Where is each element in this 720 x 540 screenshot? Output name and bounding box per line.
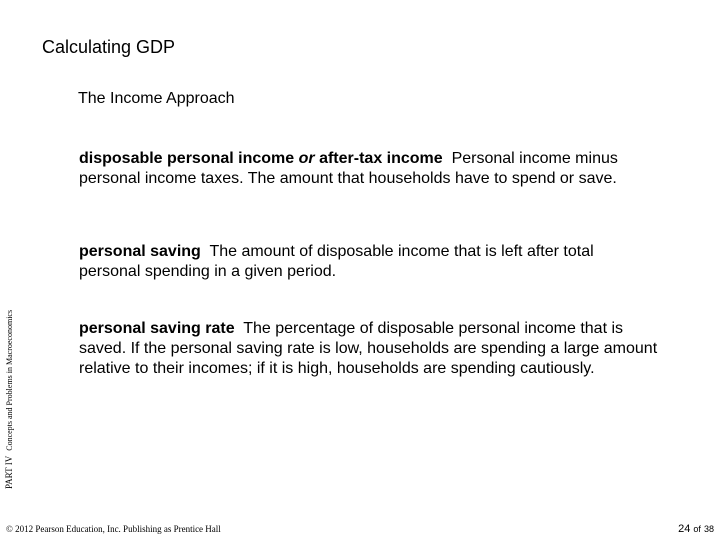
definition-text: The amount of disposable income that is left after total personal spending in a given period.	[79, 243, 594, 280]
definition-text: The percentage of disposable personal income that is saved. If the personal saving rate is low, households are spending a large amount relative to their incomes; if it is high, households are spending cautiously.	[79, 320, 658, 377]
page-current: 24	[678, 523, 691, 535]
definition-personal-saving	[79, 242, 659, 282]
definition-term: personal saving rate	[79, 320, 235, 337]
part-number: PART IV	[4, 455, 14, 489]
copyright-notice: © 2012 Pearson Education, Inc. Publishing as Prentice Hall	[6, 524, 221, 534]
slide-subtitle: The Income Approach	[78, 90, 235, 107]
definition-term	[79, 150, 443, 167]
part-side-label	[4, 279, 15, 489]
slide-title: Calculating GDP	[42, 37, 176, 57]
part-title: Concepts and Problems in Macroeconomics	[5, 309, 14, 451]
definition-text: Personal income minus personal income taxes. The amount that households have to spend or save.	[79, 150, 618, 187]
definition-personal-saving-rate	[79, 319, 659, 379]
term-part-2: after-tax income	[319, 150, 443, 167]
page-total: 38	[703, 524, 714, 534]
term-connector: or	[298, 150, 315, 167]
page-of: of	[693, 524, 701, 534]
term-part-1: disposable personal income	[79, 150, 295, 167]
definition-disposable-personal-income	[79, 149, 659, 189]
definition-term: personal saving	[79, 243, 201, 260]
page-number	[678, 523, 714, 536]
